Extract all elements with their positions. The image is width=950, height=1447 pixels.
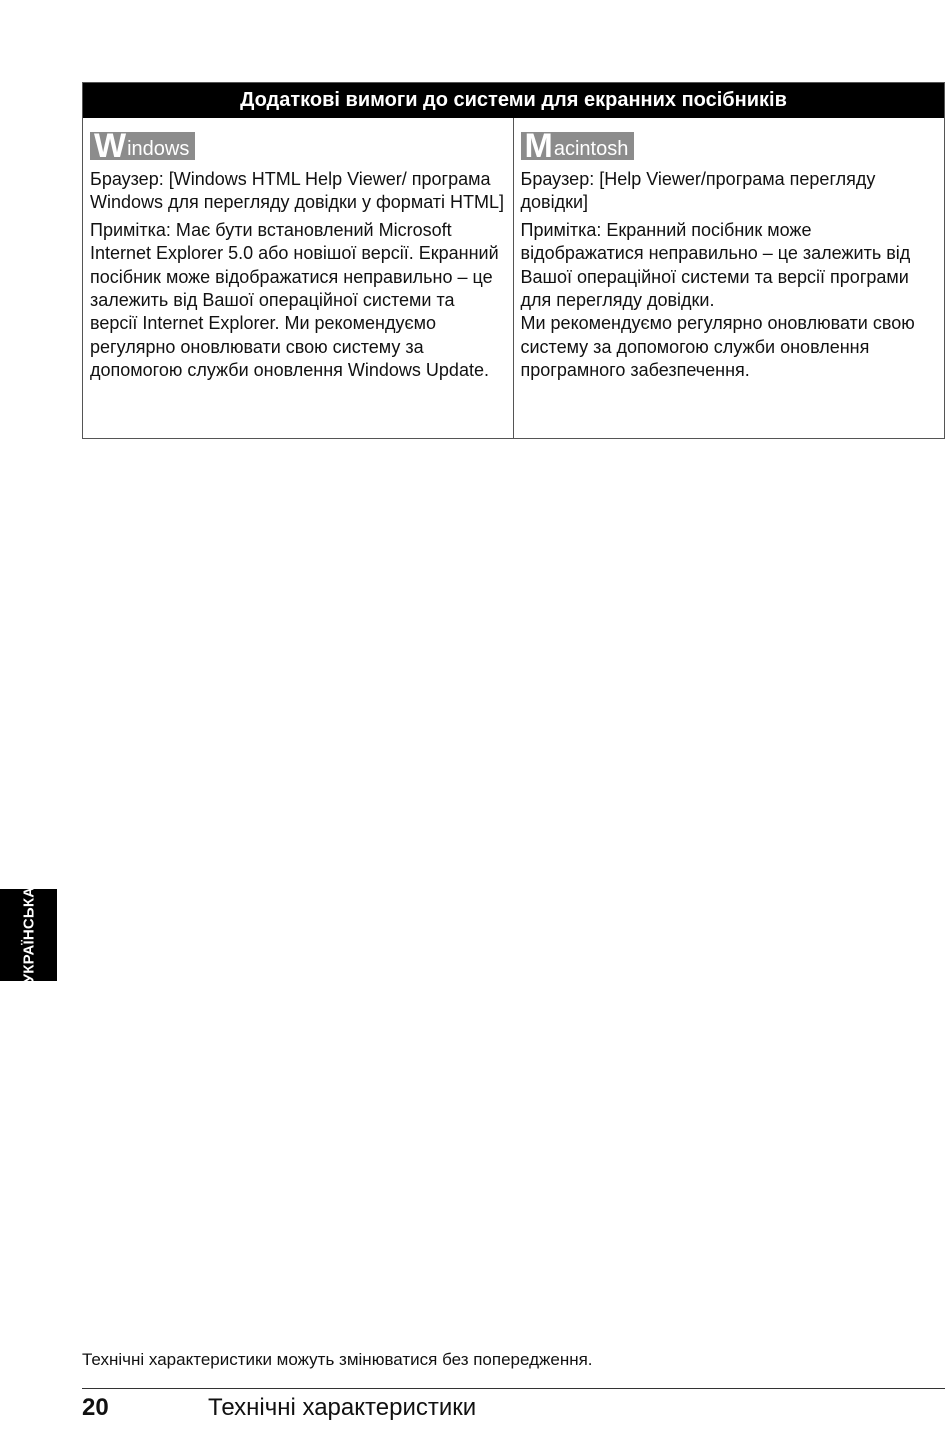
footer-divider <box>82 1388 945 1389</box>
macintosh-recommendation-text: Ми рекомендуємо регулярно оновлювати свою систему за допомогою служби оновлення програмного забезпечення. <box>520 313 915 381</box>
macintosh-browser-text: Браузер: [Help Viewer/програма перегляду довідки] <box>520 169 876 213</box>
macintosh-logo <box>521 127 635 165</box>
footnote: Технічні характеристики можуть змінюватися без попередження. <box>82 1350 593 1369</box>
section-title: Технічні характеристики <box>208 1394 477 1421</box>
windows-logo-text: indows <box>127 138 190 160</box>
windows-logo-initial: W <box>94 127 127 165</box>
table-header: Додаткові вимоги до системи для екранних посібників <box>83 83 944 118</box>
language-label: УКРАЇНСЬКА <box>20 886 37 984</box>
windows-logo <box>90 127 195 165</box>
macintosh-note-text: Примітка: Екранний посібник може відображатися неправильно – це залежить від Вашої операційної системи та версії програми для перегляду довідки. <box>520 219 911 311</box>
windows-note-text: Примітка: Має бути встановлений Microsoft Internet Explorer 5.0 або новішої версії. Екранний посібник може відображатися неправильно – це залежить від Вашої операційної системи та версії Internet Explorer. Ми рекомендуємо регулярно оновлювати свою систему за допомогою служби оновлення Windows Update. <box>90 219 499 381</box>
page-number: 20 <box>82 1394 109 1421</box>
system-requirements-table <box>82 82 945 439</box>
macintosh-logo-text: acintosh <box>553 138 629 160</box>
table-body <box>83 118 944 438</box>
macintosh-column <box>514 118 945 438</box>
language-side-tab <box>0 886 57 984</box>
macintosh-logo-initial: M <box>524 127 553 165</box>
windows-browser-text: Браузер: [Windows HTML Help Viewer/ програма Windows для перегляду довідки у форматі HTML] <box>90 169 505 213</box>
windows-column <box>83 118 514 438</box>
